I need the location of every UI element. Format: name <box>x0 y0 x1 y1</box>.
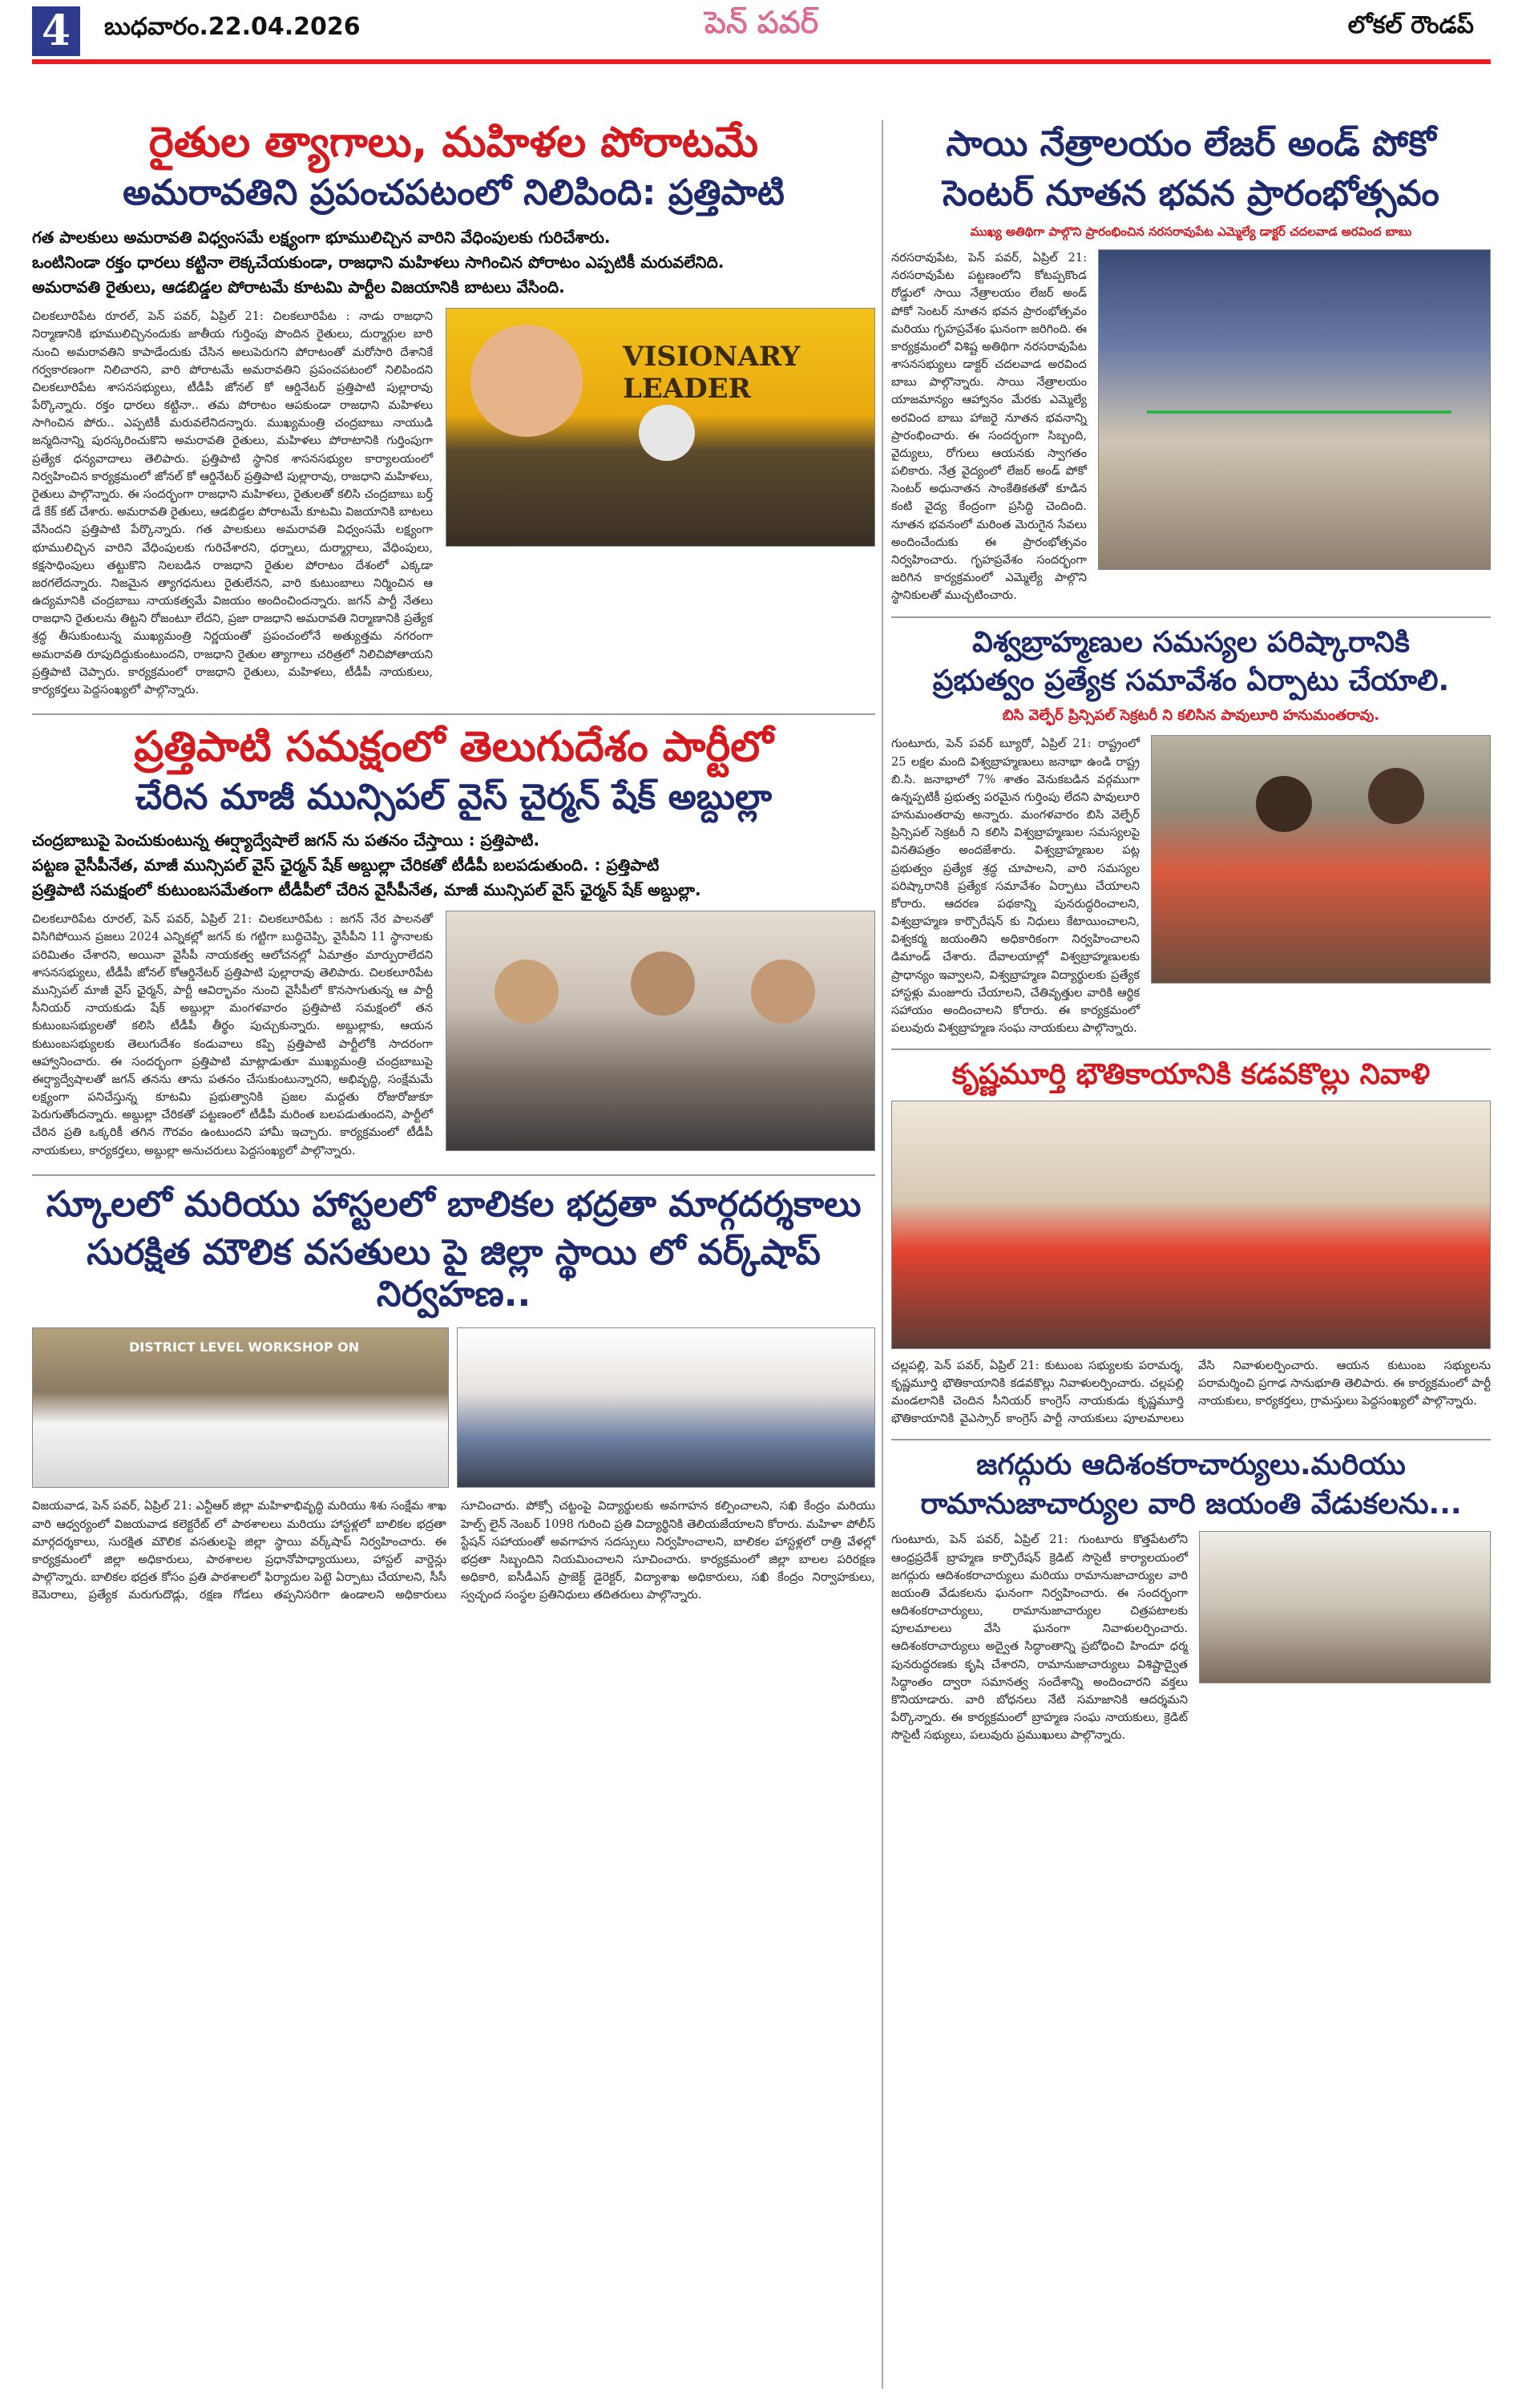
section-name: లోకల్ రౌండప్ <box>1347 11 1474 39</box>
article-body: చల్లపల్లి, పెన్ పవర్, ఏప్రిల్ 21: కుటుంబ సభ్యులకు పరామర్శ, కృష్ణమూర్తి భౌతికాయానికి కడవకొల్లు నివాళులర్పించారు. చల్లపల్లి మండలానికి చెందిన సీనియర్ కాంగ్రెస్ నాయకుడు కృష్ణమూర్తి భౌతికాయానికి వైఎస్సార్ కాంగ్రెస్ పార్టీ నాయకులు పూలమాలలు వేసి నివాళులర్పించారు. ఆయన కుటుంబ సభ్యులను పరామర్శించి ప్రగాఢ సానుభూతి తెలిపారు. ఈ కార్యక్రమంలో పార్టీ నాయకులు, కార్యకర్తలు, గ్రామస్తులు పెద్దసంఖ్యలో పాల్గొన్నారు. <box>891 1358 1491 1426</box>
speaker-shape <box>639 405 695 461</box>
kicker: ప్రత్తిపాటి సమక్షంలో కుటుంబసమేతంగా టీడీపీలో చేరిన వైసీపీనేత, మాజీ మున్సిపల్ వైస్ ఛైర్మన్ షేక్ అబ్దుల్లా. <box>32 880 701 900</box>
person-shape <box>495 960 559 1024</box>
kicker: బిసి వెల్ఫేర్ ప్రిన్సిపల్ సెక్రటరీ ని కలిసిన పావులూరి హనుమంతరావు. <box>1002 707 1380 725</box>
person-shape <box>751 960 815 1024</box>
headline: చేరిన మాజీ మున్సిపల్ వైస్ చైర్మన్ షేక్ అబ్దుల్లా <box>135 777 773 818</box>
kicker: గత పాలకులు అమరావతి విధ్వంసమే లక్ష్యంగా భూములిచ్చిన వారిని వేధింపులకు గురిచేశారు. <box>32 228 611 248</box>
headline: కృష్ణమూర్తి భౌతికాయానికి కడవకొల్లు నివాళి <box>951 1058 1431 1092</box>
article-body: నరసరావుపేట, పెన్ పవర్, ఏప్రిల్ 21: నరసరావుపేట పట్టణంలోని కోటప్పకొండ రోడ్డులో సాయి నేత్రాలయం లేజర్ అండ్ పోకో సెంటర్ నూతన భవన ప్రారంభోత్సవం మరియు గృహప్రవేశం ఘనంగా జరిగింది. ఈ కార్యక్రమంలో విశిష్ట అతిథిగా నరసరావుపేట శాసనసభ్యులు డాక్టర్ చదలవాడ అరవింద బాబు పాల్గొన్నారు. సాయి నేత్రాలయం యాజమాన్యం ఆహ్వానం మేరకు ఎమ్మెల్యే అరవింద బాబు హాజరై నూతన భవనాన్ని ప్రారంభించారు. ఈ సందర్భంగా సిబ్బంది, వైద్యులు, రోగులు ఆయనకు స్వాగతం పలికారు. నేత్ర వైద్యంలో లేజర్ అండ్ పోకో సెంటర్ అధునాతన సాంకేతికతతో కూడిన కంటి వైద్య కేంద్రంగా ప్రసిద్ధి చెందింది. నూతన భవనంలో మరింత మెరుగైన సేవలు అందించేందుకు ఈ ప్రారంభోత్సవం నిర్వహించారు. గృహప్రవేశం సందర్భంగా జరిగిన కార్యక్రమంలో ఎమ్మెల్యే పాల్గొని స్థానికులతో ముచ్చటించారు. <box>891 251 1087 603</box>
article-body: చిలకలూరిపేట రూరల్, పెన్ పవర్, ఏప్రిల్ 21: చిలకలూరిపేట : జగన్ నేర పాలనతో విసిగిపోయిన ప్రజలు 2024 ఎన్నికల్లో జగన్ కు గట్టిగా బుద్ధిచెప్పి, వైసీపీని 11 స్థానాలకు పరిమితం చేశారని, అయినా వైసీపీ నాయకత్వ ఆలోచనల్లో ఏమాత్రం మార్పురాలేదని శాసనసభ్యులు, టీడీపీ జోనల్ కోఆర్డినేటర్ ప్రత్తిపాటి పుల్లారావు తెలిపారు. చిలకలూరిపేట మున్సిపల్ మాజీ వైస్ ఛైర్మన్, పార్టీ ఆవిర్భావం నుంచి వైసీపీలో కొనసాగుతున్న ఆ పార్టీ సీనియర్ నాయకుడు షేక్ అబ్దుల్లా మంగళవారం ప్రత్తిపాటి సమక్షంలో తన కుటుంబసభ్యులతో కలిసి టీడీపీ తీర్థం పుచ్చుకున్నారు. అబ్దుల్లాకు, ఆయన కుటుంబసభ్యులకు తెలుగుదేశం కండువాలు కప్పి ప్రత్తిపాటి పార్టీలోకి సాదరంగా ఆహ్వానించారు. ఈ సందర్భంగా ప్రత్తిపాటి మాట్లాడుతూ ముఖ్యమంత్రి చంద్రబాబుపై ఈర్ష్యాద్వేషాలతో జగన్ తనను తాను పతనం చేసుకుంటున్నారని, అభివృద్ధి, సంక్షేమమే లక్ష్యంగా పనిచేస్తున్న కూటమి ప్రభుత్వానికి ప్రజల మద్దతు రోజురోజుకూ పెరుగుతోందన్నారు. అబ్దుల్లా చేరికతో పట్టణంలో టీడీపీ మరింత బలపడుతుందని, పార్టీలో చేరిన ప్రతి ఒక్కరికీ తగిన గౌరవం ఉంటుందని హామీ ఇచ్చారు. కార్యక్రమంలో టీడీపీ నాయకులు, కార్యకర్తలు, అబ్దుల్లా అనుచరులు పెద్దసంఖ్యలో పాల్గొన్నారు. <box>32 912 433 1158</box>
event-photo <box>446 911 875 1151</box>
article-bhoutika <box>891 1058 1491 1428</box>
banner-text: DISTRICT LEVEL WORKSHOP ON <box>129 1339 360 1356</box>
right-column <box>891 71 1491 1744</box>
ribbon-shape <box>1147 410 1451 414</box>
left-column <box>32 71 875 1604</box>
person-shape <box>1368 768 1424 824</box>
person-shape <box>631 951 695 1016</box>
headline: ప్రభుత్వం ప్రత్యేక సమావేశం ఏర్పాటు చేయాలి. <box>932 664 1450 697</box>
masthead <box>0 0 1522 63</box>
article-amaravati <box>32 119 875 699</box>
issue-date: బుధవారం.22.04.2026 <box>104 13 361 41</box>
kicker: చంద్రబాబుపై పెంచుకుంటున్న ఈర్ష్యాద్వేషాలే జగన్ ను పతనం చేస్తాయి : ప్రత్తిపాటి. <box>32 830 540 850</box>
ceremony-photo <box>1199 1531 1491 1683</box>
article-eye-hospital <box>891 123 1491 605</box>
meeting-photo <box>1151 735 1491 984</box>
headline: జగద్గురు ఆదిశంకరాచార్యులు.మరియు <box>976 1448 1406 1482</box>
headline: స్కూలలో మరియు హాస్టలలో బాలికల భద్రతా మార్గదర్శకాలు <box>46 1183 862 1225</box>
banner-text: VISIONARY LEADER <box>623 341 801 406</box>
headline: సురక్షిత మౌలిక వసతులు పై జిల్లా స్థాయి లో వర్క్‌షాప్ నిర్వహణ.. <box>87 1231 821 1315</box>
section-divider <box>891 1439 1491 1440</box>
section-divider <box>32 1174 875 1176</box>
article-body: విజయవాడ, పెన్ పవర్, ఏప్రిల్ 21: ఎన్టీఆర్ జిల్లా మహిళాభివృద్ధి మరియు శిశు సంక్షేమ శాఖ వారి ఆధ్వర్యంలో విజయవాడ కలెక్టరేట్ లో పాఠశాలలు మరియు హాస్టళ్లలో బాలికల భద్రతా మార్గదర్శకాలు, సురక్షిత మౌలిక వసతులపై జిల్లా స్థాయి వర్క్‌షాప్ నిర్వహించారు. ఈ కార్యక్రమంలో జిల్లా అధికారులు, పాఠశాలల ప్రధానోపాధ్యాయులు, హాస్టల్ వార్డెన్లు పాల్గొన్నారు. బాలికల భద్రత కోసం ప్రతి పాఠశాలలో ఫిర్యాదుల పెట్టె ఏర్పాటు చేయాలని, సీసీ కెమెరాలు, ప్రత్యేక మరుగుదొడ్లు, రక్షణ గోడలు తప్పనిసరిగా ఉండాలని అధికారులు సూచించారు. పోక్సో చట్టంపై విద్యార్థులకు అవగాహన కల్పించాలని, సఖి కేంద్రం మరియు హెల్ప్ లైన్ నెంబర్ 1098 గురించి ప్రతి విద్యార్థినికి తెలియజేయాలని కోరారు. మహిళా పోలీస్ స్టేషన్ సహాయంతో అవగాహన సదస్సులు నిర్వహించాలని, బాలికల హాస్టళ్లలో రాత్రి వేళల్లో భద్రతా సిబ్బందిని నియమించాలని సూచించారు. కార్యక్రమంలో జిల్లా బాలల పరిరక్షణ అధికారి, ఐసీడీఎస్ ప్రాజెక్ట్ డైరెక్టర్, విద్యాశాఖ అధికారులు, సఖి కేంద్రం నిర్వాహకులు, స్వచ్ఛంద సంస్థల ప్రతినిధులు తదితరులు పాల్గొన్నారు. <box>32 1499 875 1602</box>
header-rule <box>32 59 1491 64</box>
kicker: ముఖ్య అతిథిగా పాల్గొని ప్రారంభించిన నరసరావుపేట ఎమ్మెల్యే డాక్టర్ చదలవాడ అరవింద బాబు <box>970 224 1412 239</box>
kicker: అమరావతి రైతులు, ఆడబిడ్డల పోరాటమే కూటమి పార్టీల విజయానికి బాటలు వేసింది. <box>32 277 565 297</box>
article-body: చిలకలూరిపేట రూరల్, పెన్ పవర్, ఏప్రిల్ 21: చిలకలూరిపేట : నాడు రాజధాని నిర్మాణానికి భూములిచ్చినందుకు జాతీయ గుర్తింపు పొందిన రైతులు, దుర్మార్గుల బారి నుంచి అమరావతిని కాపాడేందుకు చేసిన అలుపెరుగని పోరాటంతో మరోసారి దేశానికే గర్వకారణంగా నిలిచారని, వారి పోరాటమే అమరావతిని ప్రపంచపటంలో నిలిపిందని చిలకలూరిపేట శాసనసభ్యులు, టీడీపీ జోనల్ కో ఆర్డినేటర్ ప్రత్తిపాటి పుల్లారావు పేర్కొన్నారు. రక్తం ధారలు కట్టినా.. తమ పోరాటం ఆపకుండా రాజధాని మహిళలు సాగించిన పోరు.. ఎప్పటికీ మరువలేనిదన్నారు. ముఖ్యమంత్రి చంద్రబాబు నాయుడి జన్మదినాన్ని పురస్కరించుకొని అమరావతి రైతులు, మహిళలు పోరాటానికి గుర్తింపుగా ప్రత్యేక ధన్యవాదాలు తెలిపారు. ప్రత్తిపాటి స్థానిక శాసనసభ్యుల కార్యాలయంలో నిర్వహించిన కార్యక్రమంలో జోనల్ కో ఆర్డినేటర్ ప్రత్తిపాటి పుల్లారావు, రాజధాని మహిళలు, రైతులు పాల్గొన్నారు. ఈ సందర్భంగా రాజధాని మహిళలు, రైతులతో కలిసి చంద్రబాబు బర్త్ డే కేక్ కట్ చేశారు. అమరావతి రైతులు, ఆడబిడ్డల పోరాటమే కూటమి విజయానికి బాటలు వేసిందని ప్రత్తిపాటి పేర్కొన్నారు. గత పాలకులు అమరావతి విధ్వంసమే లక్ష్యంగా భూములిచ్చిన వారిని వేధింపులకు గురిచేశారని, ధర్నాలు, దుర్మార్గాలు, వేధింపులు, కక్షసాధింపులు తట్టుకొని నిలబడిన రాజధాని రైతుల పోరాటం దేశంలో ఎక్కడా జరగలేదన్నారు. నిజమైన త్యాగధనులు రైతులేనని, వారి కుటుంబాలు నిర్మించిన ఆ ఉద్యమానికి చంద్రబాబు నాయకత్వమే విజయం అందించిందన్నారు. జగన్ పార్టీ నేతలు రాజధాని రైతులను తిట్టని రోజంటూ లేదని, ప్రజా రాజధాని అమరావతి నిర్మాణానికి ప్రత్యేక శ్రద్ధ తీసుకుంటున్న ముఖ్యమంత్రి నిర్ణయంతో ప్రపంచంలోనే అత్యుత్తమ నగరంగా అమరావతి రూపుదిద్దుకుంటుందని, రాజధాని రైతుల త్యాగాలు చరిత్రలో నిలిచిపోతాయని ప్రత్తిపాటి చెప్పారు. కార్యక్రమంలో రాజధాని రైతులు, మహిళలు, టీడీపీ నాయకులు, కార్యకర్తలు పెద్దసంఖ్యలో పాల్గొన్నారు. <box>32 309 433 697</box>
tribute-photo <box>891 1101 1491 1349</box>
headline: సెంటర్ నూతన భవన ప్రారంభోత్సవం <box>943 172 1439 214</box>
article-body: గుంటూరు, పెన్ పవర్ బ్యూరో, ఏప్రిల్ 21: రాష్ట్రంలో 25 లక్షల మంది విశ్వబ్రాహ్మణులు జనాభా ఉండి రాష్ట్ర బి.సి. జనాభాలో 7% శాతం వెనుకబడిన వర్గముగా ఉన్నప్పటికీ ప్రభుత్వ పరమైన గుర్తింపు లేదని పావులూరి హనుమంతరావు అన్నారు. మంగళవారం బిసి వెల్ఫేర్ ప్రిన్సిపల్ సెక్రటరీ ని కలిసి విశ్వబ్రాహ్మణుల సమస్యలపై వినతిపత్రం అందజేశారు. విశ్వబ్రాహ్మణుల పట్ల ప్రభుత్వం ప్రత్యేక శ్రద్ధ చూపాలని, వారి సమస్యల పరిష్కారానికి ప్రత్యేక సమావేశం ఏర్పాటు చేయాలని కోరారు. ఆదరణ పథకాన్ని పునరుద్ధరించాలని, విశ్వబ్రాహ్మణ కార్పొరేషన్ కు నిధులు కేటాయించాలని, విశ్వకర్మ జయంతిని అధికారికంగా నిర్వహించాలని డిమాండ్ చేశారు. దేవాలయాల్లో విశ్వబ్రాహ్మణులకు ప్రాధాన్యం ఇవ్వాలని, విశ్వబ్రాహ్మణ విద్యార్థులకు ప్రత్యేక హాస్టళ్లు మంజూరు చేయాలని, చేతివృత్తుల వారికి ఆర్థిక సహాయం అందించాలని కోరారు. ఈ కార్యక్రమంలో పలువురు విశ్వబ్రాహ్మణ సంఘ నాయకులు పాల్గొన్నారు. <box>891 737 1140 1036</box>
event-photo <box>446 308 875 547</box>
person-shape <box>1256 776 1312 832</box>
section-divider <box>891 616 1491 618</box>
page-number: 4 <box>32 6 80 56</box>
article-tdp-join <box>32 723 875 1160</box>
column-divider <box>882 120 883 2389</box>
section-divider <box>891 1048 1491 1050</box>
headline: సాయి నేత్రాలయం లేజర్ అండ్ పోకో <box>946 123 1436 164</box>
kicker: ఒంటినిండా రక్తం ధారలు కట్టినా లెక్కచేయకుండా, రాజధాని మహిళలు సాగించిన పోరాటం ఎప్పటికీ మరువలేనిది. <box>32 253 725 273</box>
headline: ప్రత్తిపాటి సమక్షంలో తెలుగుదేశం పార్టీలో <box>134 723 773 772</box>
article-workshop <box>32 1184 875 1605</box>
headline: విశ్వబ్రాహ్మణుల సమస్యల పరిష్కారానికి <box>972 625 1410 659</box>
inauguration-photo <box>1098 249 1491 570</box>
kicker: పట్టణ వైసీపీనేత, మాజీ మున్సిపల్ వైస్ ఛైర్మన్ షేక్ అబ్దుల్లా చేరికతో టీడీపీ బలపడుతుంది. : ప్రత్తిపాటి <box>32 855 660 875</box>
headline: రైతుల త్యాగాలు, మహిళల పోరాటమే <box>148 119 759 167</box>
portrait-shape <box>470 325 583 437</box>
audience-photo <box>457 1327 875 1488</box>
article-body: గుంటూరు, పెన్ పవర్, ఏప్రిల్ 21: గుంటూరు కొత్తపేటలోని ఆంధ్రప్రదేశ్ బ్రాహ్మణ కార్పొరేషన్ క్రెడిట్ సొసైటీ కార్యాలయంలో జగద్గురు ఆదిశంకరాచార్యులు మరియు రామానుజాచార్యుల వారి జయంతి వేడుకలను ఘనంగా నిర్వహించారు. ఈ సందర్భంగా ఆదిశంకరాచార్యులు, రామానుజాచార్యుల చిత్రపటాలకు పూలమాలలు వేసి ఘనంగా నివాళులర్పించారు. ఆదిశంకరాచార్యులు అద్వైత సిద్ధాంతాన్ని ప్రబోధించి హిందూ ధర్మ పునరుద్ధరణకు కృషి చేశారని, రామానుజాచార్యులు విశిష్టాద్వైత సిద్ధాంతం ద్వారా సమానత్వ సందేశాన్ని అందించారని వక్తలు కొనియాడారు. వారి బోధనలు నేటి సమాజానికి ఆదర్శమని పేర్కొన్నారు. ఈ కార్యక్రమంలో బ్రాహ్మణ సంఘ నాయకులు, క్రెడిట్ సొసైటీ సభ్యులు, పలువురు ప్రముఖులు పాల్గొన్నారు. <box>891 1533 1188 1743</box>
workshop-photo <box>32 1327 449 1488</box>
section-divider <box>32 713 875 715</box>
paper-name-logo: పెన్ పవర్ <box>704 5 819 40</box>
headline: రామానుజాచార్యుల వారి జయంతి వేడుకలను... <box>920 1487 1462 1521</box>
headline: అమరావతిని ప్రపంచపటంలో నిలిపింది: ప్రత్తిపాటి <box>123 172 785 214</box>
article-jayanthi <box>891 1448 1491 1744</box>
article-vishwabrahmin <box>891 626 1491 1038</box>
